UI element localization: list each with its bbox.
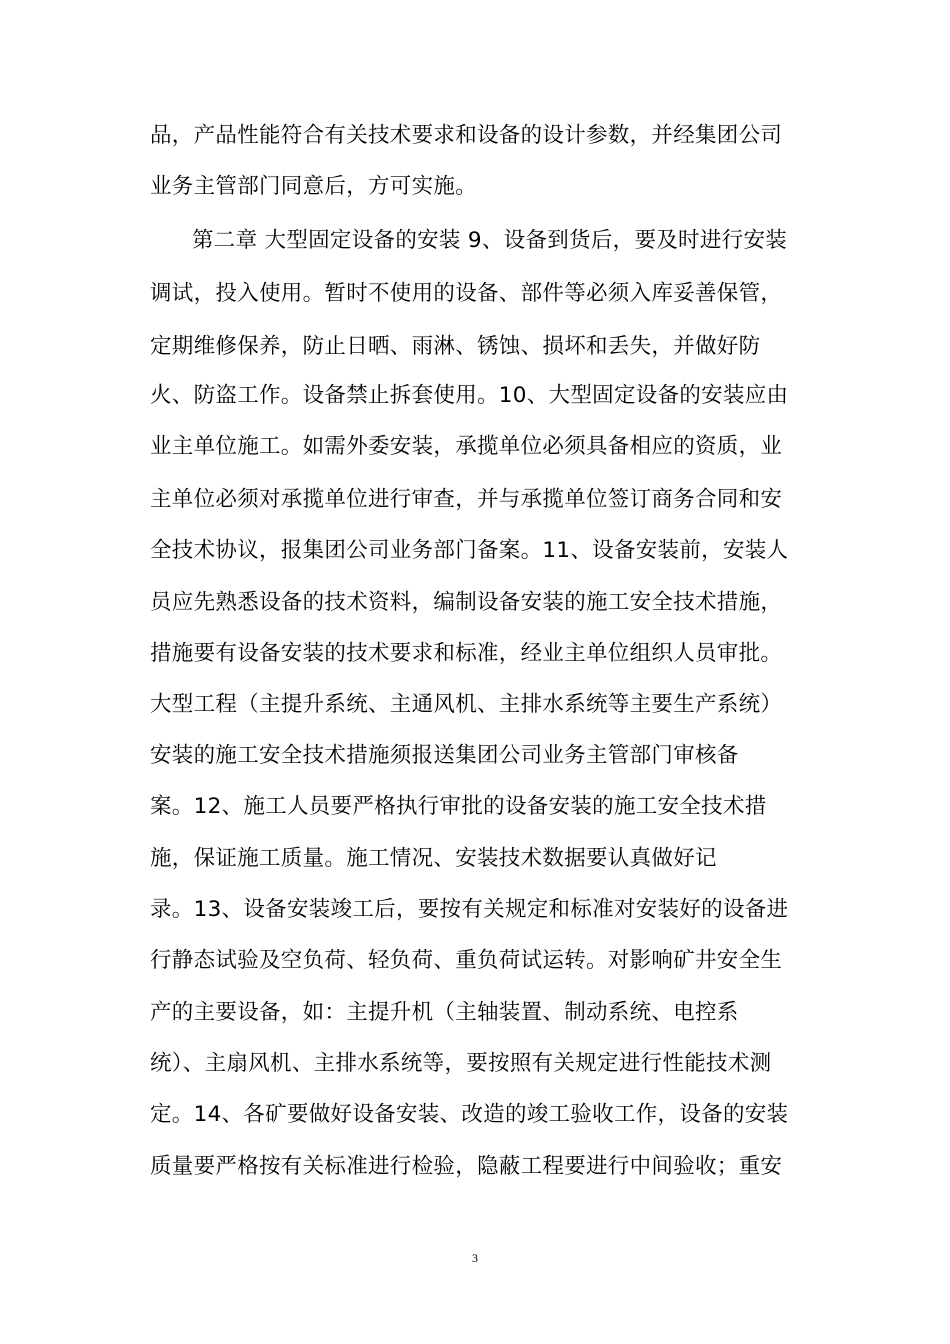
body-text-line: 施，保证施工质量。施工情况、安装技术数据要认真做好记 bbox=[150, 846, 717, 871]
body-text-line: 措施要有设备安装的技术要求和标准，经业主单位组织人员审批。 bbox=[150, 641, 783, 666]
body-text-line: 产的主要设备，如：主提升机（主轴装置、制动系统、电控系 bbox=[150, 1000, 739, 1025]
body-text-line: 统）、主扇风机、主排水系统等，要按照有关规定进行性能技术测 bbox=[150, 1051, 772, 1076]
body-text-line: 行静态试验及空负荷、轻负荷、重负荷试运转。对影响矿井安全生 bbox=[150, 948, 783, 973]
chapter-paragraph-start: 第二章 大型固定设备的安装 9、设备到货后，要及时进行安装 bbox=[192, 228, 788, 253]
body-text-line: 案。12、施工人员要严格执行审批的设备安装的施工安全技术措 bbox=[150, 794, 767, 819]
body-text-line: 定。14、各矿要做好设备安装、改造的竣工验收工作，设备的安装 bbox=[150, 1102, 789, 1127]
body-text-line: 定期维修保养，防止日晒、雨淋、锈蚀、损坏和丢失，并做好防 bbox=[150, 334, 761, 359]
body-text-line: 安装的施工安全技术措施须报送集团公司业务主管部门审核备 bbox=[150, 743, 739, 768]
body-text-line: 主单位必须对承揽单位进行审查，并与承揽单位签订商务合同和安 bbox=[150, 487, 783, 512]
body-text-line: 火、防盗工作。设备禁止拆套使用。10、大型固定设备的安装应由 bbox=[150, 383, 789, 408]
body-text-line: 员应先熟悉设备的技术资料，编制设备安装的施工安全技术措施， bbox=[150, 590, 783, 615]
body-text-line: 业务主管部门同意后，方可实施。 bbox=[150, 174, 478, 199]
body-text-line: 调试，投入使用。暂时不使用的设备、部件等必须入库妥善保管， bbox=[150, 281, 783, 306]
body-text-line: 品，产品性能符合有关技术要求和设备的设计参数，并经集团公司 bbox=[150, 123, 783, 148]
body-text-line: 录。13、设备安装竣工后，要按有关规定和标准对安装好的设备进 bbox=[150, 897, 789, 922]
page-number: 3 bbox=[472, 1251, 478, 1265]
body-text-line: 全技术协议，报集团公司业务部门备案。11、设备安装前，安装人 bbox=[150, 538, 789, 563]
body-text-line: 质量要严格按有关标准进行检验，隐蔽工程要进行中间验收；重安 bbox=[150, 1154, 783, 1179]
body-text-line: 大型工程（主提升系统、主通风机、主排水系统等主要生产系统） bbox=[150, 692, 783, 717]
body-text-line: 业主单位施工。如需外委安装，承揽单位必须具备相应的资质，业 bbox=[150, 434, 783, 459]
